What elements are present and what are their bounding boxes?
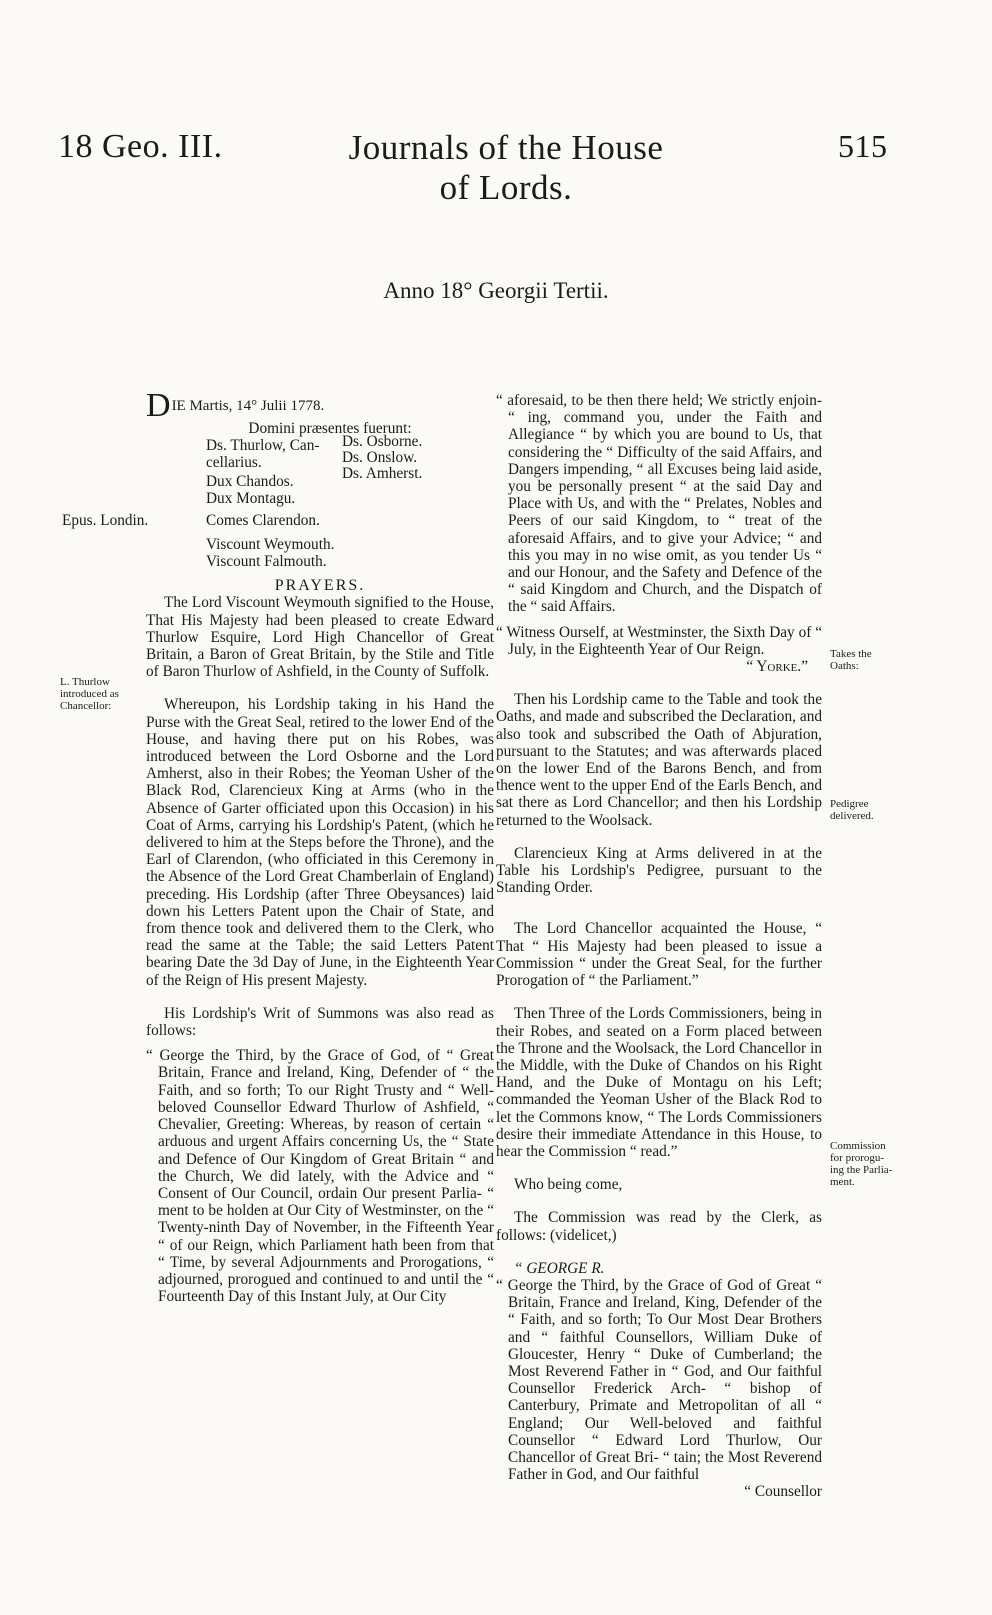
paragraph: Then his Lordship came to the Table and took the Oaths, and made and subscribed the Declaration, and also took and subscribed the Oath of Abjuration, pursuant to the Statutes; and was afterwards placed on the lower End of the Barons Bench, and from thence went to the upper End of the Earls Bench, and sat there as Lord Chancellor; and then his Lordship returned to the Woolsack. bbox=[496, 691, 822, 829]
paragraph: The Lord Viscount Weymouth signified to the House, That His Majesty had been pleased to create Edward Thurlow Esquire, Lord High Chancellor of Great Britain, a Baron of Great Britain, by the Stile and Title of Baron Thurlow of Ashfield, in the County of Suffolk. bbox=[146, 594, 494, 681]
page-number: 515 bbox=[838, 128, 888, 164]
lords-present-heading: Domini præsentes fuerunt: bbox=[248, 420, 412, 437]
lord-entry: Comes Clarendon. bbox=[206, 512, 320, 530]
paragraph: Who being come, bbox=[514, 1176, 623, 1194]
running-head-title: Journals of the House of Lords. bbox=[348, 128, 664, 207]
session-heading: Anno 18° Georgii Tertii. bbox=[383, 278, 609, 303]
lord-entry: cellarius. bbox=[206, 454, 262, 472]
commission-heading: “ GEORGE R. bbox=[514, 1259, 605, 1277]
margin-note-pedigree: Pedigree delivered. bbox=[830, 798, 874, 822]
lord-entry: Ds. Amherst. bbox=[342, 465, 423, 483]
paragraph: Clarencieux King at Arms delivered in at the Table his Lordship's Pedigree, pursuant to the Standing Order. bbox=[496, 844, 822, 897]
running-head-regnal-year: 18 Geo. III. bbox=[58, 128, 223, 165]
margin-note-oaths: Takes the Oaths: bbox=[830, 648, 872, 672]
prayers-heading: PRAYERS. bbox=[274, 577, 366, 595]
lord-entry: Ds. Osborne. bbox=[342, 433, 423, 451]
lord-entry: Ds. Onslow. bbox=[342, 449, 418, 467]
witness-clause: “ Witness Ourself, at Westminster, the Sixth Day of “ July, in the Eighteenth Year of Our Reign. bbox=[496, 623, 822, 658]
margin-note-commission: Commission for prorogu- ing the Parlia- ment. bbox=[830, 1140, 893, 1188]
left-column bbox=[146, 387, 494, 1306]
lord-entry: Ds. Thurlow, Can- bbox=[206, 437, 320, 455]
paragraph: Whereupon, his Lordship taking in his Hand the Purse with the Great Seal, retired to the lower End of the House, and having there put on his Robes, was introduced between the Lord Osborne and the Lord Amherst, also in their Robes; the Yeoman Usher of the Black Rod, Clarencieux King at Arms (who in the Absence of Garter officiated upon this Occasion) in his Coat of Arms, carrying his Lordship's Patent, (which he delivered to him at the Steps before the Throne), and the Earl of Clarendon, (who officiated in this Ceremony in the Absence of the Lord Great Chamberlain of England) preceding. His Lordship (after Three Obeysances) laid down his Letters Patent upon the Chair of State, and from thence took and delivered them to the Clerk, who read the same at the Table; the said Letters Patent bearing Date the 3d Day of June, in the Eighteenth Year of the Reign of His present Majesty. bbox=[146, 696, 494, 989]
paragraph: The Commission was read by the Clerk, as follows: (videlicet,) bbox=[496, 1209, 822, 1244]
lord-entry: Dux Montagu. bbox=[206, 490, 296, 508]
bishop-present: Epus. Londin. bbox=[62, 512, 149, 529]
lords-present-list bbox=[146, 433, 494, 577]
writ-of-summons: “ George the Third, by the Grace of God, of “ Great Britain, France and Ireland, King, Defender of “ the Faith, and so forth; To our Right Trusty and “ Well-beloved Counsellor Edward Thurlow of Ashfield, “ Chevalier, Greeting: Whereas, by reason of certain “ arduous and urgent Affairs concerning Us, the “ State and Defence of Our Kingdom of Great Britain “ and the Church, We did lately, with the Advice and “ Consent of Our Council, ordain Our present Parlia- “ ment to be holden at Our City of Westminster, on the “ Twenty-ninth Day of November, in the Fifteenth Year “ of our Reign, which Parliament hath been from that “ Time, by several Adjournments and Prorogations, “ adjourned, prorogued and continued to and until the “ Fourteenth Day of this Instant July, at Our City bbox=[146, 1047, 494, 1306]
writ-of-summons-continued: “ aforesaid, to be then there held; We strictly enjoin- “ ing, command you, under the Faith and Allegiance “ by which you are bound to Us, that considering the “ Difficulty of the said Affairs, and Dangers impending, “ all Excuses being laid aside, you be personally present “ at the said Day and Place with Us, and with the “ Prelates, Nobles and Peers of our said Kingdom, to “ treat of the aforesaid Affairs, and to give your Advice; “ and this you may in no wise omit, as you tender Us “ and our Honour, and the Safety and Defence of the “ said Kingdom and Church, and the Dispatch of the “ said Affairs. bbox=[496, 392, 822, 616]
lord-entry: Dux Chandos. bbox=[206, 473, 294, 491]
paragraph: His Lordship's Writ of Summons was also read as follows: bbox=[146, 1004, 494, 1040]
catchword: “ Counsellor bbox=[744, 1483, 822, 1501]
margin-note-thurlow: L. Thurlow introduced as Chancellor: bbox=[60, 676, 119, 712]
signature-yorke: “ Yorke.” bbox=[746, 658, 808, 676]
commission-text: “ George the Third, by the Grace of God of Great “ Britain, France and Ireland, King, Defender of the “ Faith, and so forth; To Our Most Dear Brothers and “ faithful Counsellors, William Duke of Gloucester, Henry “ Duke of Cumberland; the Most Reverend Father in “ God, and Our faithful Counsellor Frederick Arch- “ bishop of Canterbury, Primate and Metropolitan of all “ England; Our Well-beloved and faithful Counsellor “ Edward Lord Thurlow, Our Chancellor of Great Bri- “ tain; the Most Reverend Father in God, and Our faithful bbox=[496, 1276, 822, 1484]
paragraph: Then Three of the Lords Commissioners, being in their Robes, and seated on a Form placed between the Throne and the Woolsack, the Lord Chancellor in the Middle, with the Duke of Chandos on his Right Hand, and the Duke of Montagu on his Left; commanded the Yeoman Usher of the Black Rod to let the Commons know, “ The Lords Commissioners desire their immediate Attendance in this House, to hear the Commission “ read.” bbox=[496, 1005, 822, 1160]
right-column bbox=[496, 392, 822, 1501]
paragraph: The Lord Chancellor acquainted the House, “ That “ His Majesty had been pleased to issue a Commission “ under the Great Seal, for the further Prorogation of “ the Parliament.” bbox=[496, 920, 822, 990]
lord-entry: Viscount Weymouth. bbox=[206, 536, 335, 554]
lord-entry: Viscount Falmouth. bbox=[206, 553, 327, 571]
sitting-date: DIE Martis, 14° Julii 1778. bbox=[146, 387, 325, 424]
